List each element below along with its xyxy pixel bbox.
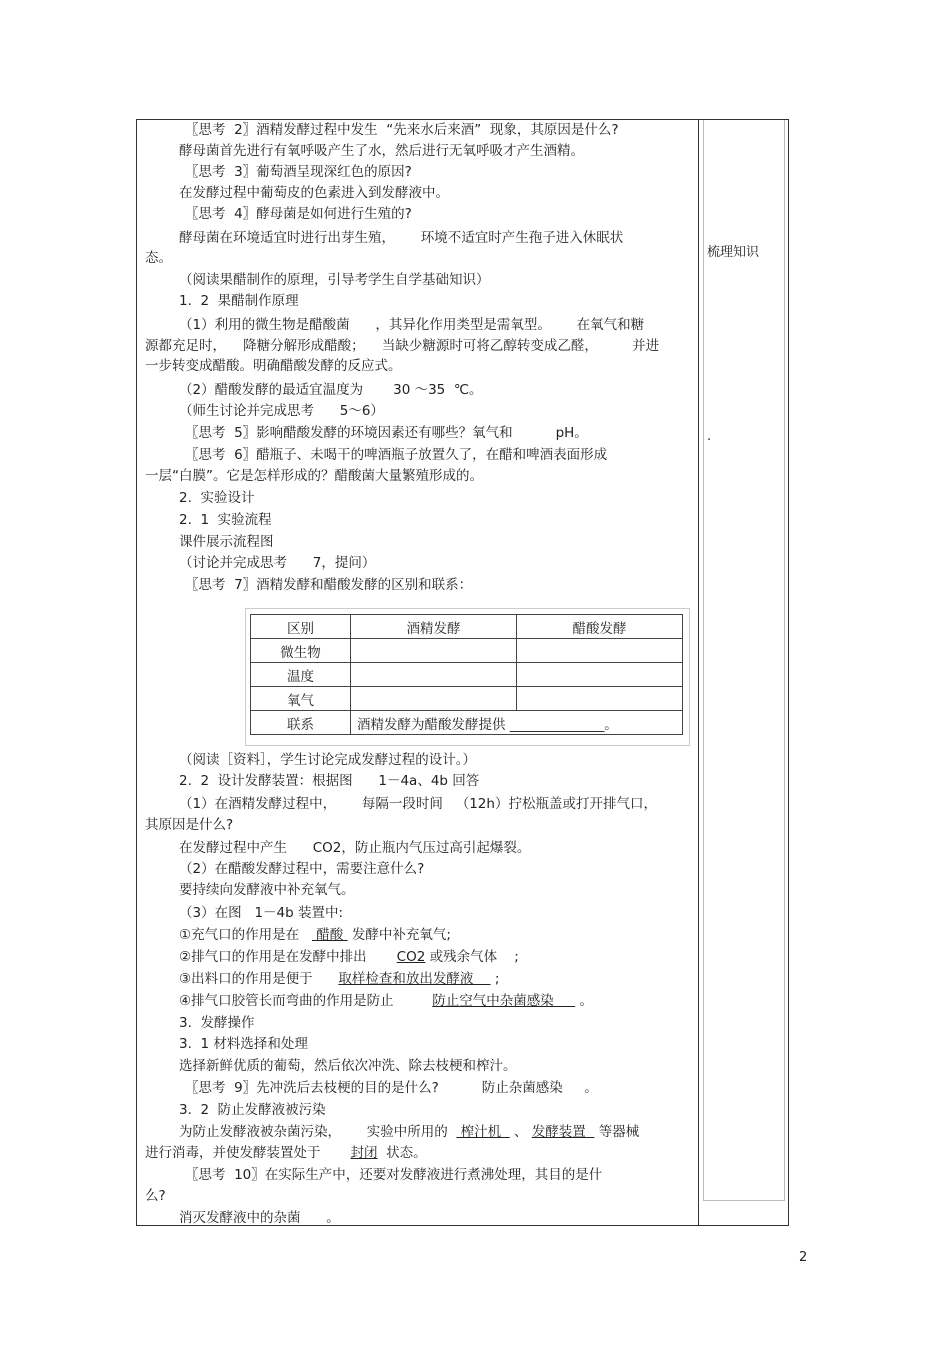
table-row-label: 微生物 (251, 639, 351, 663)
text-line: （1）在酒精发酵过程中， 每隔一段时间 （12h）拧松瓶盖或打开排气口， (179, 796, 657, 812)
text-line: 其原因是什么? (145, 817, 234, 833)
text-line: 〖思考 9〗先冲洗后去枝梗的目的是什么? 防止杂菌感染 。 (185, 1080, 598, 1096)
answer-line: 进行消毒，并使发酵装置处于 封闭 状态。 (145, 1145, 427, 1161)
answer-blank: 封闭 (350, 1145, 378, 1161)
page-number: 2 (799, 1250, 808, 1265)
table-header-cell: 酒精发酵 (351, 615, 517, 639)
text-line: 一步转变成醋酸。明确醋酸发酵的反应式。 (145, 358, 402, 374)
table-cell (517, 687, 683, 711)
text-line: （3）在图 1－4b 装置中: (179, 905, 344, 921)
text-line: （2）在醋酸发酵过程中，需要注意什么? (179, 861, 425, 877)
side-column-box (703, 120, 785, 1201)
table-cell (351, 687, 517, 711)
column-divider (698, 120, 699, 1225)
answer-line: ①充气口的作用是在 醋酸 发酵中补充氧气; (179, 927, 451, 943)
side-label: 梳理知识 (707, 245, 760, 260)
text-line: 〖思考 2〗酒精发酵过程中发生 “先来水后来酒” 现象，其原因是什么? (185, 122, 619, 138)
table-header-row (251, 615, 683, 639)
answer-blank: 取样检查和放出发酵液 (338, 971, 491, 987)
text-line: 〖思考 10〗在实际生产中，还要对发酵液进行煮沸处理，其目的是什 (185, 1167, 603, 1183)
text-line: 酵母菌首先进行有氧呼吸产生了水，然后进行无氧呼吸才产生酒精。 (179, 143, 584, 159)
text-line: 〖思考 7〗酒精发酵和醋酸发酵的区别和联系： (185, 577, 473, 593)
text-line: 2. 1 实验流程 (179, 512, 272, 528)
text-line: 〖思考 5〗影响醋酸发酵的环境因素还有哪些？氧气和 pH。 (185, 425, 588, 441)
text-line: 3. 1 材料选择和处理 (179, 1036, 308, 1052)
table-link-cell: 酒精发酵为醋酸发酵提供 ______________。 (351, 711, 683, 735)
answer-line: ③出料口的作用是便于 取样检查和放出发酵液 ; (179, 971, 500, 987)
text-line: 要持续向发酵液中补充氧气。 (179, 882, 355, 898)
table-row (251, 663, 683, 687)
table-row (251, 711, 683, 735)
text-line: 选择新鲜优质的葡萄，然后依次冲洗、除去枝梗和榨汁。 (179, 1058, 517, 1074)
table-cell (517, 663, 683, 687)
table-cell (351, 663, 517, 687)
text-line: （2）醋酸发酵的最适宜温度为 30 ～35 ℃。 (179, 382, 483, 398)
text-line: 在发酵过程中葡萄皮的色素进入到发酵液中。 (179, 185, 449, 201)
text-line: 酵母菌在环境适宜时进行出芽生殖， 环境不适宜时产生孢子进入休眠状 (179, 230, 624, 246)
text-line: 2. 实验设计 (179, 490, 255, 506)
content-frame (136, 119, 789, 1226)
text-line: 课件展示流程图 (179, 534, 274, 550)
table-cell (351, 639, 517, 663)
text-line: 1. 2 果醋制作原理 (179, 293, 299, 309)
answer-line: 为防止发酵液被杂菌污染， 实验中所用的 榨汁机 、 发酵装置 等器械 (179, 1124, 640, 1140)
text-line: 源都充足时， 降糖分解形成醋酸； 当缺少糖源时可将乙醇转变成乙醛， 并进 (145, 338, 660, 354)
table-row-label: 氧气 (251, 687, 351, 711)
text-line: 〖思考 3〗葡萄酒呈现深红色的原因? (185, 164, 412, 180)
text-line: （1）利用的微生物是醋酸菌 ，其异化作用类型是需氧型。 在氧气和糖 (179, 317, 645, 333)
table-row-label: 温度 (251, 663, 351, 687)
answer-blank: 醋酸 (311, 927, 348, 943)
text-line: 在发酵过程中产生 CO2，防止瓶内气压过高引起爆裂。 (179, 840, 531, 856)
text-line: （师生讨论并完成思考 5～6） (179, 403, 384, 419)
text-line: 3. 2 防止发酵液被污染 (179, 1102, 326, 1118)
answer-blank: CO2 (396, 949, 426, 965)
table-row (251, 639, 683, 663)
text-line: 么? (145, 1188, 166, 1204)
comparison-table-box (245, 608, 690, 746)
text-line: （阅读［资料］，学生讨论完成发酵过程的设计。） (179, 752, 476, 768)
text-line: 〖思考 6〗醋瓶子、未喝干的啤酒瓶子放置久了，在醋和啤酒表面形成 (185, 447, 608, 463)
text-line: 2. 2 设计发酵装置：根据图 1－4a、4b 回答 (179, 773, 480, 789)
text-line: 消灭发酵液中的杂菌 。 (179, 1210, 340, 1226)
text-line: 一层“白膜”。它是怎样形成的？醋酸菌大量繁殖形成的。 (145, 468, 483, 484)
table-header-cell: 醋酸发酵 (517, 615, 683, 639)
answer-line: ②排气口的作用是在发酵中排出 CO2 或残余气体 ; (179, 949, 519, 965)
text-line: 〖思考 4〗酵母菌是如何进行生殖的? (185, 206, 412, 222)
side-dot: . (707, 429, 712, 444)
comparison-table (250, 614, 683, 735)
answer-blank: 发酵装置 (531, 1124, 595, 1140)
table-header-cell: 区别 (251, 615, 351, 639)
answer-line: ④排气口胶管长而弯曲的作用是防止 防止空气中杂菌感染 。 (179, 993, 593, 1009)
text-line: 态。 (145, 250, 172, 266)
text-line: 3. 发酵操作 (179, 1015, 255, 1031)
answer-blank: 榨汁机 (456, 1124, 510, 1140)
table-row (251, 687, 683, 711)
text-line: （讨论并完成思考 7，提问） (179, 555, 376, 571)
table-row-label: 联系 (251, 711, 351, 735)
answer-blank: 防止空气中杂菌感染 (432, 993, 576, 1009)
text-line: （阅读果醋制作的原理，引导考学生自学基础知识） (179, 272, 490, 288)
table-cell (517, 639, 683, 663)
